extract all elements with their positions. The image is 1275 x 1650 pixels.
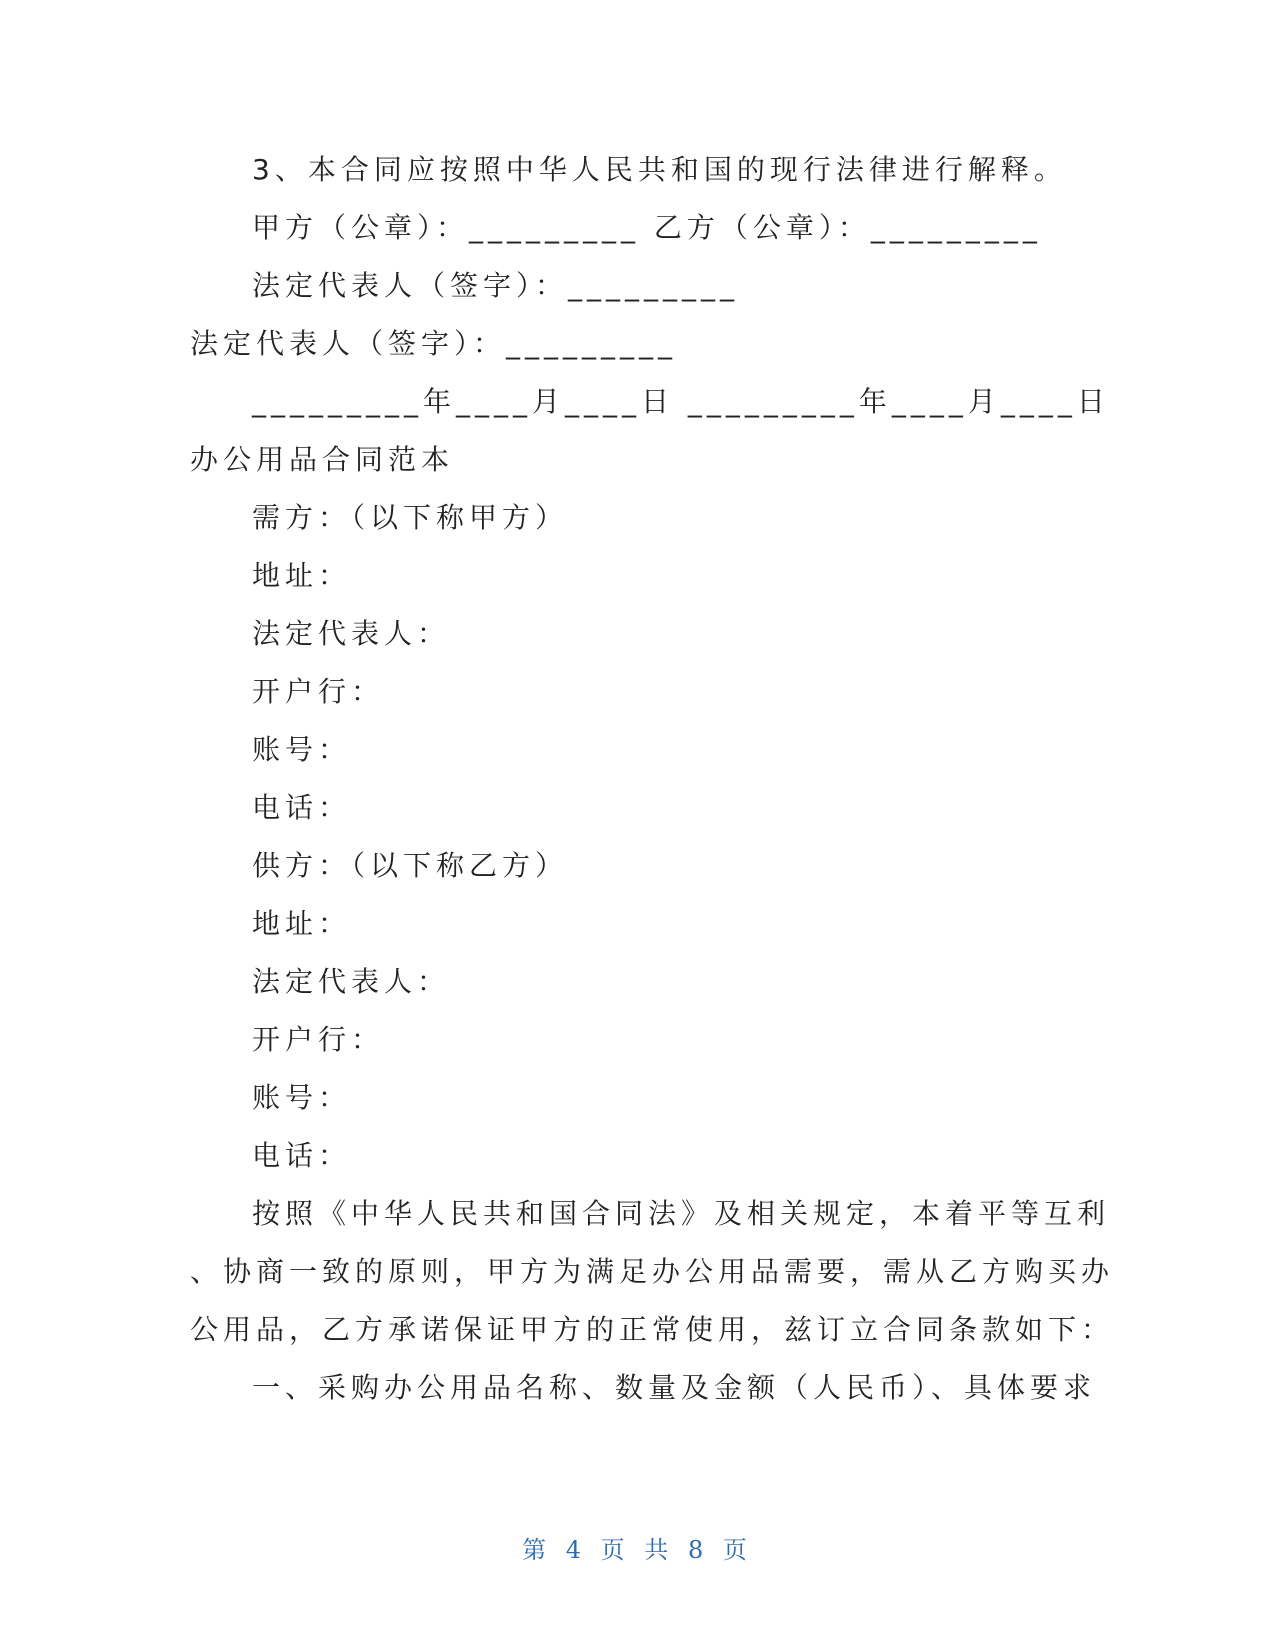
page-number-footer: 第 4 页 共 8 页 <box>522 1536 753 1564</box>
representative-sign-a: 法定代表人（签字）：_________ <box>252 269 740 302</box>
buyer-heading: 需方：（以下称甲方） <box>252 501 569 534</box>
signature-seals-line: 甲方（公章）：_________ 乙方（公章）：_________ <box>252 211 1042 244</box>
supplier-representative: 法定代表人： <box>252 965 451 998</box>
clause-3-text: 3、本合同应按照中华人民共和国的现行法律进行解释。 <box>252 153 1067 186</box>
preamble-line-3: 公用品，乙方承诺保证甲方的正常使用，兹订立合同条款如下： <box>190 1313 1115 1346</box>
supplier-heading: 供方：（以下称乙方） <box>252 849 569 882</box>
contract-title: 办公用品合同范本 <box>190 443 455 476</box>
buyer-representative: 法定代表人： <box>252 617 451 650</box>
supplier-phone: 电话： <box>252 1139 352 1172</box>
signature-date-line: _________年____月____日 _________年____月____日 <box>252 385 1110 418</box>
buyer-phone: 电话： <box>252 791 352 824</box>
representative-sign-b: 法定代表人（签字）：_________ <box>190 327 678 360</box>
preamble-line-1: 按照《中华人民共和国合同法》及相关规定，本着平等互利 <box>252 1197 1111 1230</box>
preamble-line-2: 、协商一致的原则，甲方为满足办公用品需要，需从乙方购买办 <box>190 1255 1115 1288</box>
buyer-address: 地址： <box>252 559 352 592</box>
section-1-heading: 一、采购办公用品名称、数量及金额（人民币）、具体要求 <box>252 1371 1097 1404</box>
supplier-address: 地址： <box>252 907 352 940</box>
buyer-bank: 开户行： <box>252 675 385 708</box>
supplier-account: 账号： <box>252 1081 352 1114</box>
buyer-account: 账号： <box>252 733 352 766</box>
supplier-bank: 开户行： <box>252 1023 385 1056</box>
